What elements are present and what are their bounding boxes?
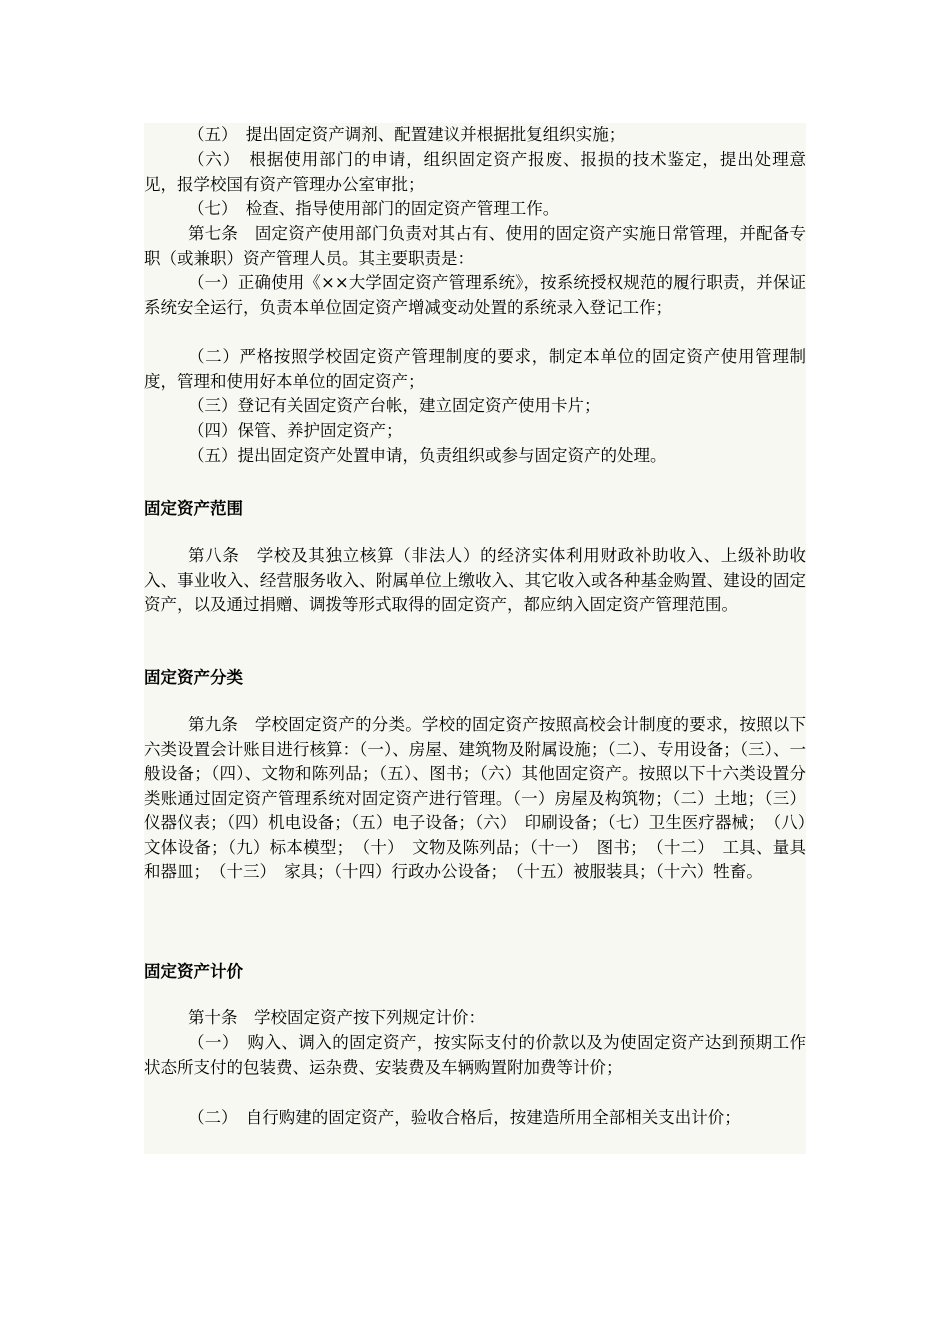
paragraph-article-9: 第九条 学校固定资产的分类。学校的固定资产按照高校会计制度的要求，按照以下六类设置会计账目进行核算：（一）、房屋、建筑物及附属设施；（二）、专用设备；（三）、一般设备；（四）、文物和陈列品；（五）、图书；（六）其他固定资产。按照以下十六类设置分类账通过固定资产管理系统对固定资产进行管理。（一）房屋及构筑物；（二）土地；（三）仪器仪表；（四）机电设备；（五）电子设备；（六） 印刷设备；（七）卫生医疗器械； （八）文体设备；（九）标本模型； （十） 文物及陈列品；（十一） 图书； （十二） 工具、量具和器皿； （十三） 家具；（十四）行政办公设备； （十五）被服装具；（十六）牲畜。 [144,715,806,881]
paragraph-user-duty-1: （一）正确使用《××大学固定资产管理系统》，按系统授权规范的履行职责，并保证系统安全运行，负责本单位固定资产增减变动处置的系统录入登记工作； [144,273,806,317]
paragraph-user-duty-4: （四）保管、养护固定资产； [188,421,403,440]
paragraph-user-duty-2: （二）严格按照学校固定资产管理制度的要求，制定本单位的固定资产使用管理制度，管理和使用好本单位的固定资产； [144,347,806,391]
document-page [144,123,806,1154]
paragraph-valuation-1: （一） 购入、调入的固定资产，按实际支付的价款以及为使固定资产达到预期工作状态所支付的包装费、运杂费、安装费及车辆购置附加费等计价； [144,1033,806,1077]
paragraph-valuation-2: （二） 自行购建的固定资产，验收合格后，按建造所用全部相关支出计价； [188,1108,741,1127]
paragraph-user-duty-3: （三）登记有关固定资产台帐，建立固定资产使用卡片； [188,396,601,415]
paragraph-duty-5: （五） 提出固定资产调剂、配置建议并根据批复组织实施； [188,125,626,144]
paragraph-user-duty-5: （五）提出固定资产处置申请，负责组织或参与固定资产的处理。 [188,446,667,465]
section-heading-classification: 固定资产分类 [144,668,243,687]
paragraph-article-10: 第十条 学校固定资产按下列规定计价： [188,1008,485,1027]
section-heading-valuation: 固定资产计价 [144,962,243,981]
paragraph-article-7: 第七条 固定资产使用部门负责对其占有、使用的固定资产实施日常管理，并配备专职（或兼职）资产管理人员。其主要职责是： [144,224,806,268]
section-heading-scope: 固定资产范围 [144,499,243,518]
paragraph-article-8: 第八条 学校及其独立核算（非法人）的经济实体利用财政补助收入、上级补助收入、事业收入、经营服务收入、附属单位上缴收入、其它收入或各种基金购置、建设的固定资产，以及通过捐赠、调拨等形式取得的固定资产，都应纳入固定资产管理范围。 [144,546,806,614]
paragraph-duty-7: （七） 检查、指导使用部门的固定资产管理工作。 [188,199,560,218]
paragraph-duty-6: （六） 根据使用部门的申请，组织固定资产报废、报损的技术鉴定，提出处理意见，报学校国有资产管理办公室审批； [144,150,806,194]
